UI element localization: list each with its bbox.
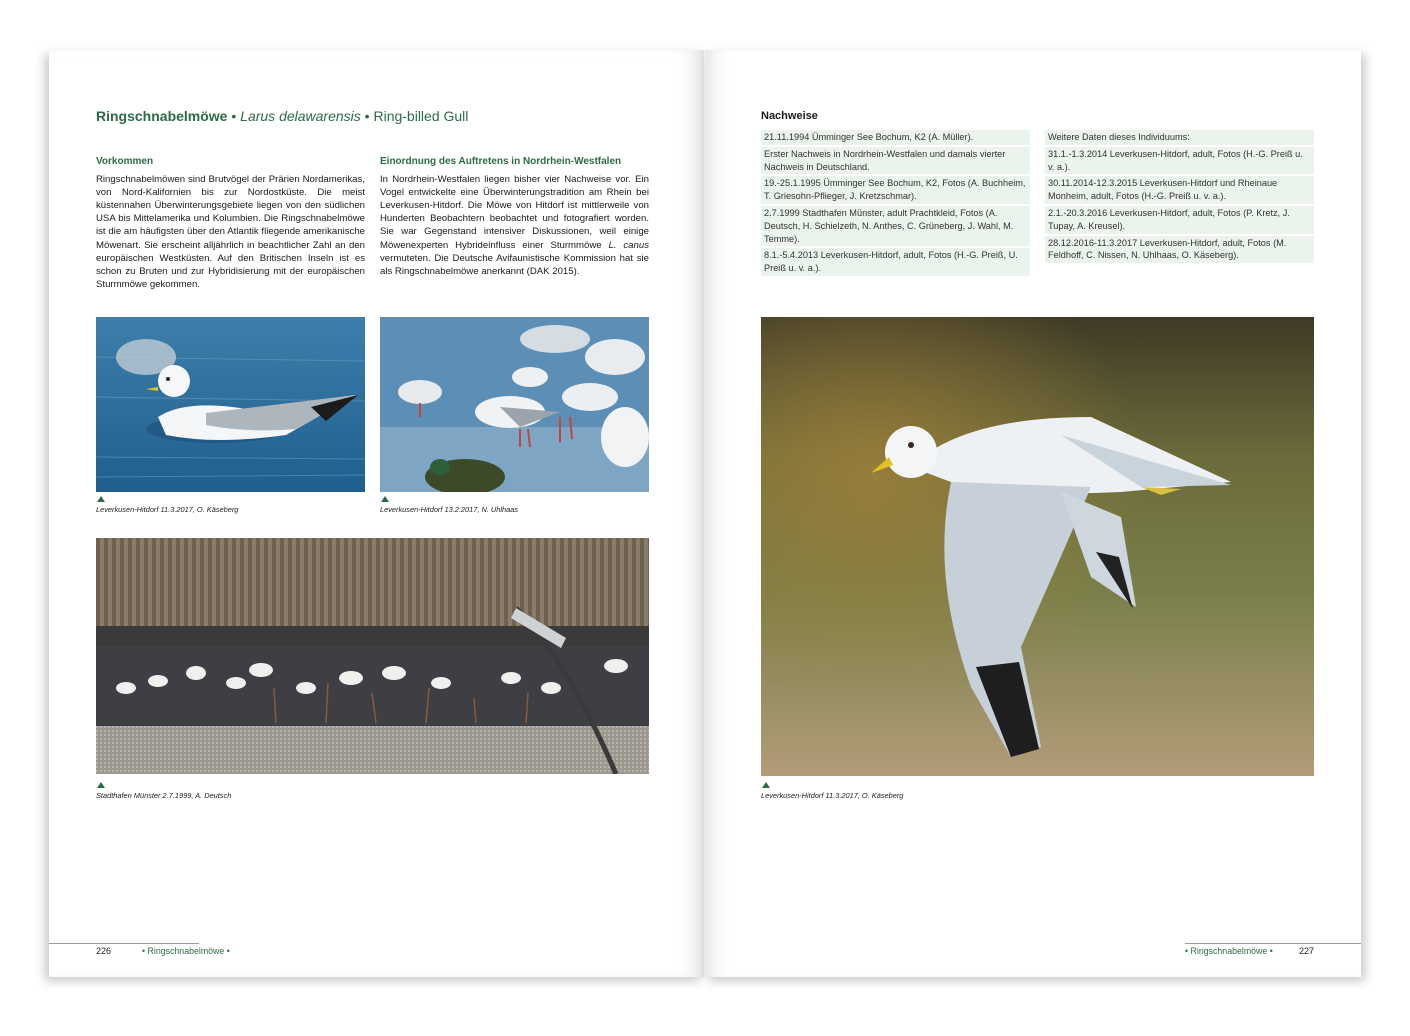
record-item: 8.1.-5.4.2013 Leverkusen-Hitdorf, adult, Fotos (H.-G. Preiß, U. Preiß u. v. a.).: [761, 248, 1030, 276]
caption-main-photo: Leverkusen-Hitdorf 11.3.2017, O. Käseberg: [761, 791, 904, 800]
heading-vorkommen: Vorkommen: [96, 156, 154, 167]
title-separator-2: •: [364, 108, 370, 124]
records-right-column: [1045, 130, 1314, 265]
photo-gulls-shallow-water: [380, 317, 649, 492]
photo-gulls-on-roof: [96, 538, 649, 774]
photo-gulls-shallow-water-image: [380, 317, 649, 492]
running-head-left: • Ringschnabelmöwe •: [142, 946, 230, 956]
title-separator: •: [231, 108, 237, 124]
caption-marker-1: [97, 496, 105, 502]
photo-gull-in-flight-image: [761, 317, 1314, 776]
column-vorkommen: [96, 155, 365, 291]
caption-marker-3: [97, 782, 105, 788]
column-einordnung: [380, 155, 649, 278]
photo-gulls-on-roof-image: [96, 538, 649, 774]
record-item: 30.11.2014-12.3.2015 Leverkusen-Hitdorf und Rheinaue Monheim, adult, Fotos (H.-G. Preiß u. v. a.).: [1045, 176, 1314, 204]
photo-gull-swimming: [96, 317, 365, 492]
record-item: Weitere Daten dieses Individuums:: [1045, 130, 1314, 145]
record-item: 21.11.1994 Ümminger See Bochum, K2 (A. Müller).: [761, 130, 1030, 145]
title-german: Ringschnabelmöwe: [96, 108, 228, 124]
text-vorkommen: Ringschnabelmöwen sind Brutvögel der Prärien Nordamerikas, von Nord-Kalifornien bis zur Nordostküste. Die meist küstennahen Überwinterungsgebiete liegen von den südlichen USA bis Mittelamerika und Kolumbien. Die Ringschnabelmöwe ist die am häufigsten über den Atlantik fliegende amerikanische Möwenart. Sie erscheint alljährlich in beachtlicher Zahl an den europäischen Westküsten. Auf den Britischen Inseln ist es schon zu Bruten und zur Hybridisierung mit der europäischen Sturmmöwe gekommen.: [96, 174, 365, 290]
caption-marker-2: [381, 496, 389, 502]
photo-gull-in-flight: [761, 317, 1314, 776]
page-number-left: 226: [96, 946, 112, 956]
text-einordnung: [380, 173, 649, 278]
text-einordnung-part2: vermuteten. Die Deutsche Avifaunistische Kommission hat sie als Ringschnabelmöwe anerkannt (DAK 2015).: [380, 252, 649, 277]
records-left-column: [761, 130, 1030, 278]
heading-einordnung: Einordnung des Auftretens in Nordrhein-Westfalen: [380, 156, 622, 167]
footer-rule-right: [1185, 943, 1361, 944]
record-item: Erster Nachweis in Nordrhein-Westfalen und damals vierter Nachweis in Deutschland.: [761, 147, 1030, 175]
record-item: 2.1.-20.3.2016 Leverkusen-Hitdorf, adult, Fotos (P. Kretz, J. Tupay, A. Kreusel).: [1045, 206, 1314, 234]
nachweise-title: Nachweise: [761, 110, 818, 122]
record-item: 28.12.2016-11.3.2017 Leverkusen-Hitdorf, adult, Fotos (M. Feldhoff, C. Nissen, N. Uhlhaas, O. Käseberg).: [1045, 236, 1314, 264]
species-title: [96, 108, 468, 124]
title-english: Ring-billed Gull: [373, 108, 469, 124]
record-item: 31.1.-1.3.2014 Leverkusen-Hitdorf, adult, Fotos (H.-G. Preiß u. v. a.).: [1045, 147, 1314, 175]
record-item: 19.-25.1.1995 Ümminger See Bochum, K2, Fotos (A. Buchheim, T. Griesohn-Pflieger, J. Kretzschmar).: [761, 176, 1030, 204]
left-page: [49, 50, 704, 977]
text-einordnung-part1: In Nordrhein-Westfalen liegen bisher vier Nachweise vor. Ein Vogel entwickelte eine Überwinterungstradition am Rhein bei Leverkusen-Hitdorf. Die Möwe von Hitdorf ist mittlerweile von Hunderten Beobachtern beobachtet und fotografiert worden. Sie war Gegenstand intensiver Diskussionen, weil einige Möwenexperten Hybrideinfluss einer Sturmmöwe: [380, 174, 649, 251]
running-head-right: • Ringschnabelmöwe •: [1185, 946, 1273, 956]
caption-photo-2: Leverkusen-Hitdorf 13.2.2017, N. Uhlhaas: [380, 505, 519, 514]
caption-photo-3: Stadthafen Münster 2.7.1999, A. Deutsch: [96, 791, 232, 800]
caption-marker-main: [762, 782, 770, 788]
page-number-right: 227: [1299, 946, 1315, 956]
text-einordnung-italic: L. canus: [608, 239, 649, 251]
right-page: [705, 50, 1361, 977]
caption-photo-1: Leverkusen-Hitdorf 11.3.2017, O. Käseberg: [96, 505, 239, 514]
footer-rule-left: [49, 943, 199, 944]
record-item: 2.7.1999 Stadthafen Münster, adult Prachtkleid, Fotos (A. Deutsch, H. Schielzeth, N. Anthes, C. Grüneberg, J. Wahl, M. Temme).: [761, 206, 1030, 246]
title-latin: Larus delawarensis: [240, 108, 361, 124]
photo-gull-swimming-image: [96, 317, 365, 492]
